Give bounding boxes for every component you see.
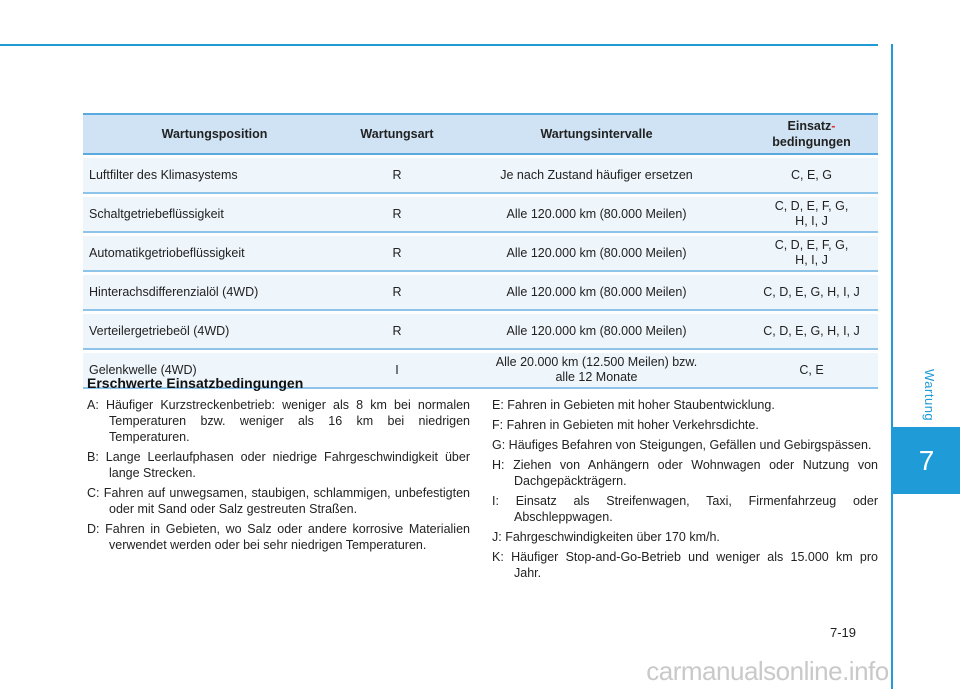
cell-type: R — [346, 197, 448, 232]
cell-interval: Alle 120.000 km (80.000 Meilen) — [448, 275, 745, 310]
cell-conditions — [745, 236, 878, 271]
header-einsatzbedingungen — [745, 114, 878, 154]
watermark: carmanualsonline.info — [646, 655, 889, 686]
table-row — [83, 236, 878, 271]
conditions-left-column — [87, 397, 470, 557]
table-row — [83, 275, 878, 310]
header-wartungsart: Wartungsart — [346, 114, 448, 154]
condition-item: D: Fahren in Gebieten, wo Salz oder andere korrosive Materialien verwendet werden oder bei sehr niedrigen Temperaturen. — [87, 522, 470, 552]
cell-position: Automatikgetriobeflüssigkeit — [83, 236, 346, 271]
cell-interval: Alle 120.000 km (80.000 Meilen) — [448, 236, 745, 271]
header-wartungsintervalle: Wartungsintervalle — [448, 114, 745, 154]
cell-conditions: C, D, E, G, H, I, J — [745, 275, 878, 310]
section-label: Wartung — [922, 368, 937, 422]
table-row — [83, 158, 878, 193]
condition-item: J: Fahrgeschwindigkeiten über 170 km/h. — [492, 530, 720, 544]
cell-type: R — [346, 314, 448, 349]
cell-position: Gelenkwelle (4WD) — [83, 353, 346, 388]
header-wartungsposition: Wartungsposition — [83, 114, 346, 154]
condition-item: E: Fahren in Gebieten mit hoher Staubentwicklung. — [492, 398, 775, 412]
table-row — [83, 197, 878, 232]
table-row — [83, 314, 878, 349]
condition-item: B: Lange Leerlaufphasen oder niedrige Fahrgeschwindigkeit über lange Strecken. — [87, 450, 470, 480]
condition-item: C: Fahren auf unwegsamen, staubigen, schlammigen, unbefestigten oder mit Sand oder Salz gestreuten Straßen. — [87, 486, 470, 516]
cell-conditions: C, D, E, G, H, I, J — [745, 314, 878, 349]
condition-item: H: Ziehen von Anhängern oder Wohnwagen oder Nutzung von Dachgepäckträgern. — [492, 458, 878, 488]
side-rule — [891, 44, 893, 689]
top-rule — [0, 44, 878, 46]
table-header-row — [83, 114, 878, 154]
condition-item: I: Einsatz als Streifenwagen, Taxi, Firmenfahrzeug oder Abschleppwagen. — [492, 494, 878, 524]
conditions-right-column — [492, 397, 878, 585]
cell-interval: Alle 120.000 km (80.000 Meilen) — [448, 197, 745, 232]
header-einsatz-part1: Einsatz — [787, 119, 832, 133]
cell-type: I — [346, 353, 448, 388]
section-title: Erschwerte Einsatzbedingungen — [87, 375, 304, 391]
cell-conditions-line2: H, I, J — [795, 253, 828, 267]
cell-conditions-line1: C, D, E, F, G, — [774, 238, 849, 252]
cell-conditions: C, E, G — [745, 158, 878, 193]
cell-conditions-line2: H, I, J — [795, 214, 828, 228]
header-einsatz-part2: bedingungen — [772, 135, 851, 149]
cell-position: Luftfilter des Klimasystems — [83, 158, 346, 193]
condition-item: K: Häufiger Stop-and-Go-Betrieb und weniger als 15.000 km pro Jahr. — [492, 550, 878, 580]
cell-interval-line1: Alle 20.000 km (12.500 Meilen) bzw. — [495, 355, 698, 369]
cell-position: Hinterachsdifferenzialöl (4WD) — [83, 275, 346, 310]
cell-type: R — [346, 275, 448, 310]
cell-interval-line2: alle 12 Monate — [555, 370, 638, 384]
cell-interval: Je nach Zustand häufiger ersetzen — [448, 158, 745, 193]
condition-item: G: Häufiges Befahren von Steigungen, Gefällen und Gebirgspässen. — [492, 438, 872, 452]
condition-item: A: Häufiger Kurzstreckenbetrieb: weniger als 8 km bei normalen Temperaturen bzw. weniger als 16 km bei niedrigen Temperaturen. — [87, 398, 470, 444]
cell-interval: Alle 120.000 km (80.000 Meilen) — [448, 314, 745, 349]
cell-conditions-line1: C, D, E, F, G, — [774, 199, 849, 213]
cell-interval — [448, 353, 745, 388]
cell-conditions: C, E — [745, 353, 878, 388]
cell-type: R — [346, 158, 448, 193]
cell-type: R — [346, 236, 448, 271]
maintenance-table — [83, 113, 878, 389]
page-number: 7-19 — [830, 625, 857, 640]
cell-position: Verteilergetriebeöl (4WD) — [83, 314, 346, 349]
chapter-number-badge: 7 — [893, 427, 960, 494]
cell-conditions — [745, 197, 878, 232]
cell-position: Schaltgetriebeflüssigkeit — [83, 197, 346, 232]
condition-item: F: Fahren in Gebieten mit hoher Verkehrsdichte. — [492, 418, 759, 432]
hyphen-marker: - — [831, 119, 836, 133]
